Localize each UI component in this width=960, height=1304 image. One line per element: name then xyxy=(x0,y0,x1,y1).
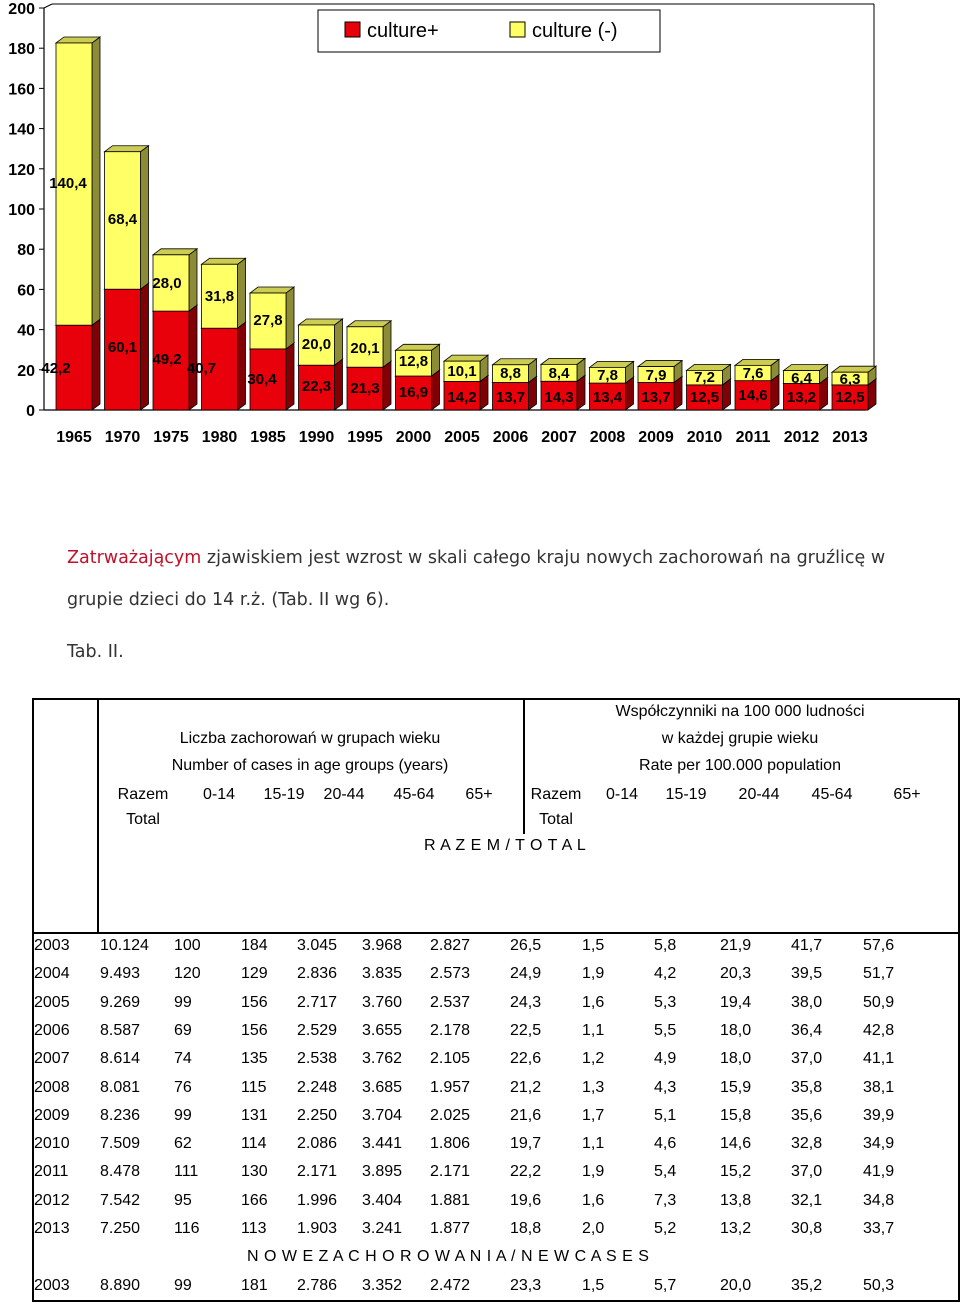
table-row-cell: 33,7 xyxy=(863,1220,895,1237)
col-razem-rate: Razem xyxy=(530,786,582,803)
data-label-culture-positive: 12,5 xyxy=(835,389,865,406)
table-row-cell: 135 xyxy=(241,1050,268,1068)
table-row-cell: 3.835 xyxy=(362,965,403,983)
table-row-cell: 3.895 xyxy=(362,1163,403,1181)
legend-label: culture (-) xyxy=(532,20,618,42)
bar-top xyxy=(396,344,440,350)
table-row-cell: 4,3 xyxy=(654,1078,677,1096)
table-row-cell: 2.538 xyxy=(297,1050,338,1068)
table-row-cell: 100 xyxy=(174,937,201,954)
table-row-cell: 19,7 xyxy=(510,1135,542,1153)
col-age-rate-1: 15-19 xyxy=(665,786,707,803)
section-title-total: R A Z E M / T O T A L xyxy=(424,837,587,854)
bar-top xyxy=(202,258,246,264)
table-row-cell: 38,1 xyxy=(863,1078,895,1096)
x-tick-label: 1985 xyxy=(250,429,286,446)
x-tick-label: 2013 xyxy=(832,429,868,446)
table-row-cell: 42,8 xyxy=(863,1021,895,1039)
bar-side xyxy=(335,359,343,410)
data-label-culture-positive: 14,2 xyxy=(447,389,477,406)
data-label-culture-positive: 42,2 xyxy=(41,360,71,377)
table-row-cell: 21,9 xyxy=(720,937,752,954)
table-row-cell: 51,7 xyxy=(863,965,895,983)
table-row-cell: 22,5 xyxy=(510,1021,542,1039)
table-row-cell: 34,9 xyxy=(863,1135,895,1153)
table-row-cell: 5,8 xyxy=(654,937,677,954)
table-row-cell: 39,9 xyxy=(863,1106,895,1124)
table-row-cell: 19,4 xyxy=(720,993,752,1011)
table-row-cell: 2.573 xyxy=(430,965,471,983)
data-label-culture-positive: 13,2 xyxy=(786,389,817,406)
data-label-culture-positive: 13,7 xyxy=(641,389,671,406)
data-label-culture-negative: 28,0 xyxy=(152,275,182,292)
col-age-rate-4: 65+ xyxy=(893,786,921,803)
table-row-cell: 1,1 xyxy=(582,1135,605,1153)
table-row-cell: 2008 xyxy=(34,1078,70,1096)
table-row-cell: 156 xyxy=(241,993,268,1011)
header-right-line-2: w każdej grupie wieku xyxy=(661,730,819,747)
table-row-cell: 26,5 xyxy=(510,937,542,954)
col-age-count-1: 15-19 xyxy=(263,786,305,803)
table-row-cell: 2.537 xyxy=(430,993,471,1011)
col-age-count-0: 0-14 xyxy=(202,786,236,803)
table-row-cell: 1.996 xyxy=(297,1191,338,1209)
header-right-line-1: Współczynniki na 100 000 ludności xyxy=(615,703,865,720)
x-tick-label: 1970 xyxy=(104,429,141,446)
table-row-cell: 18,0 xyxy=(720,1050,752,1068)
table-row-cell: 9.269 xyxy=(100,993,141,1011)
y-tick-label: 100 xyxy=(8,202,35,219)
table-row-cell: 30,8 xyxy=(791,1220,823,1237)
table-row-new-cell: 23,3 xyxy=(510,1276,542,1294)
table-caption: Tab. II. xyxy=(67,642,124,662)
table-row-cell: 2.717 xyxy=(297,993,338,1011)
bar-top xyxy=(105,146,149,152)
x-tick-label: 1980 xyxy=(201,429,238,446)
legend-label: culture+ xyxy=(367,20,439,42)
table-row-cell: 3.404 xyxy=(362,1191,403,1209)
data-label-culture-negative: 31,8 xyxy=(204,288,235,305)
table-row-cell: 3.762 xyxy=(362,1050,403,1068)
table-row-cell: 32,1 xyxy=(791,1191,823,1209)
stacked-bar-chart xyxy=(0,0,960,460)
table-row-cell: 2.086 xyxy=(297,1135,338,1153)
data-label-culture-positive: 30,4 xyxy=(247,371,277,388)
table-row-cell: 3.968 xyxy=(362,937,403,954)
table-row-cell: 22,6 xyxy=(510,1050,542,1068)
col-total: Total xyxy=(126,811,160,828)
table-row-cell: 8.478 xyxy=(100,1163,141,1181)
table-row-cell: 2,0 xyxy=(582,1220,605,1237)
table-row-cell: 1,5 xyxy=(582,937,605,954)
table-divider xyxy=(34,932,958,934)
table-row-cell: 2.250 xyxy=(297,1106,338,1124)
bar-side xyxy=(335,319,343,365)
table-row-new-cell: 8.890 xyxy=(100,1276,141,1294)
data-label-culture-negative: 20,1 xyxy=(350,340,380,357)
table-row-cell: 3.760 xyxy=(362,993,403,1011)
table-row-cell: 1.806 xyxy=(430,1135,471,1153)
table-row-cell: 3.441 xyxy=(362,1135,403,1153)
data-label-culture-positive: 22,3 xyxy=(301,378,332,395)
data-label-culture-positive: 12,5 xyxy=(689,389,720,406)
table-row-cell: 3.704 xyxy=(362,1106,403,1124)
bar-top xyxy=(541,358,585,364)
table-row-cell: 5,5 xyxy=(654,1021,677,1039)
y-tick-label: 20 xyxy=(17,362,35,380)
table-row-cell: 2010 xyxy=(34,1135,70,1153)
table-row-cell: 37,0 xyxy=(791,1163,823,1181)
table-row-cell: 15,2 xyxy=(720,1163,752,1181)
table-row-cell: 7.250 xyxy=(100,1220,141,1237)
table-row-cell: 2.105 xyxy=(430,1050,471,1068)
table-row-cell: 114 xyxy=(241,1135,267,1153)
bar-top xyxy=(347,321,391,327)
table-row-cell: 1,7 xyxy=(582,1106,605,1124)
table-row-cell: 113 xyxy=(241,1220,267,1237)
y-tick-label: 200 xyxy=(8,1,35,18)
table-row-cell: 184 xyxy=(241,937,268,954)
y-tick-label: 140 xyxy=(8,121,35,139)
bar-top xyxy=(56,37,100,43)
table-row-cell: 20,3 xyxy=(720,965,752,983)
header-right-line-3: Rate per 100.000 population xyxy=(639,757,841,774)
y-tick-label: 60 xyxy=(17,282,35,300)
x-tick-label: 2000 xyxy=(395,429,432,446)
x-tick-label: 2010 xyxy=(686,429,723,446)
col-razem: Razem xyxy=(117,786,169,803)
legend-swatch xyxy=(345,22,360,37)
table-row-cell: 3.241 xyxy=(362,1220,403,1237)
table-row-cell: 8.614 xyxy=(100,1050,141,1068)
paragraph-highlight: Zatrważającym xyxy=(67,548,202,568)
table-row-cell: 3.045 xyxy=(297,937,338,954)
table-row-cell: 130 xyxy=(241,1163,268,1181)
table-row-cell: 116 xyxy=(174,1220,200,1237)
table-row-cell: 2.529 xyxy=(297,1021,338,1039)
table-row-new-cell: 50,3 xyxy=(863,1276,895,1294)
table-row-cell: 2.827 xyxy=(430,937,471,954)
table-row-cell: 2013 xyxy=(34,1220,70,1237)
paragraph-text: zjawiskiem jest wzrost w skali całego kraju nowych zachorowań na gruźlicę w grupie dzieci do 14 r.ż. (Tab. II wg 6). xyxy=(67,548,886,610)
data-label-culture-positive: 13,4 xyxy=(592,389,623,406)
table-row-cell: 38,0 xyxy=(791,993,823,1011)
data-label-culture-negative: 68,4 xyxy=(107,211,138,228)
bar-side xyxy=(238,322,246,410)
table-row-cell: 5,1 xyxy=(654,1106,677,1124)
bar-top xyxy=(250,287,294,293)
table-row-cell: 120 xyxy=(174,965,201,983)
data-label-culture-negative: 27,8 xyxy=(253,312,283,329)
data-label-culture-positive: 13,7 xyxy=(495,389,526,406)
x-tick-label: 2012 xyxy=(783,429,820,446)
table-row-cell: 50,9 xyxy=(863,993,895,1011)
table-row-new-cell: 2.786 xyxy=(297,1276,338,1294)
table-row-cell: 18,0 xyxy=(720,1021,752,1039)
data-label-culture-positive: 49,2 xyxy=(152,351,182,368)
section-title-new: N O W E Z A C H O R O W A N I A / N E W C A S E S xyxy=(247,1248,650,1266)
table-row-cell: 1,2 xyxy=(582,1050,605,1068)
bar-side xyxy=(189,305,197,410)
table-row-cell: 10.124 xyxy=(100,937,149,954)
bar-side xyxy=(92,37,100,325)
y-tick-label: 160 xyxy=(8,81,35,99)
table-row-new-cell: 20,0 xyxy=(720,1276,752,1294)
data-label-culture-negative: 10,1 xyxy=(447,363,477,380)
table-row-cell: 1.877 xyxy=(430,1220,471,1237)
table-row-new-cell: 3.352 xyxy=(362,1276,403,1294)
table-row-cell: 57,6 xyxy=(863,937,895,954)
table-row-cell: 37,0 xyxy=(791,1050,823,1068)
table-row-cell: 21,2 xyxy=(510,1078,542,1096)
data-label-culture-negative: 20,0 xyxy=(301,336,332,353)
table-row-cell: 76 xyxy=(174,1078,192,1096)
table-row-cell: 2006 xyxy=(34,1021,70,1039)
col-age-rate-2: 20-44 xyxy=(738,786,780,803)
table-row-cell: 2012 xyxy=(34,1191,70,1209)
table-row-cell: 1,9 xyxy=(582,965,605,983)
table-row-cell: 35,8 xyxy=(791,1078,823,1096)
data-label-culture-negative: 8,4 xyxy=(548,365,570,382)
y-tick-label: 180 xyxy=(8,41,35,59)
bar-side xyxy=(286,287,294,349)
col-age-rate-3: 45-64 xyxy=(811,786,853,803)
table-row-cell: 69 xyxy=(174,1021,192,1039)
col-age-count-4: 65+ xyxy=(465,786,493,803)
table-row-cell: 2003 xyxy=(34,937,70,954)
bar-top xyxy=(444,355,488,361)
x-tick-label: 2007 xyxy=(541,429,577,446)
data-label-culture-negative: 140,4 xyxy=(49,175,87,192)
table-row-cell: 41,9 xyxy=(863,1163,895,1181)
table-row-cell: 2005 xyxy=(34,993,70,1011)
table-divider xyxy=(523,700,525,834)
table-row-cell: 15,8 xyxy=(720,1106,752,1124)
table-row-cell: 24,9 xyxy=(510,965,542,983)
table-row-cell: 3.685 xyxy=(362,1078,403,1096)
table-row-cell: 74 xyxy=(174,1050,192,1068)
table-row-cell: 14,6 xyxy=(720,1135,752,1153)
data-label-culture-negative: 7,6 xyxy=(742,365,764,382)
bar-side xyxy=(383,321,391,367)
x-tick-label: 2005 xyxy=(444,429,480,446)
table-row-cell: 9.493 xyxy=(100,965,141,983)
bar-side xyxy=(189,249,197,311)
table-row-cell: 62 xyxy=(174,1135,192,1153)
bar-side xyxy=(92,319,100,410)
table-row-cell: 2007 xyxy=(34,1050,70,1068)
table-row-cell: 7.542 xyxy=(100,1191,141,1209)
table-divider xyxy=(97,700,99,934)
y-tick-label: 0 xyxy=(26,403,35,420)
table-row-cell: 111 xyxy=(174,1163,199,1181)
table-row-cell: 39,5 xyxy=(791,965,823,983)
table-row-new-cell: 2003 xyxy=(34,1276,70,1294)
table-row-cell: 35,6 xyxy=(791,1106,823,1124)
table-row-cell: 13,2 xyxy=(720,1220,752,1237)
table-row-cell: 95 xyxy=(174,1191,192,1209)
table-row-cell: 99 xyxy=(174,993,192,1011)
table-row-cell: 1,6 xyxy=(582,993,605,1011)
table-row-cell: 21,6 xyxy=(510,1106,542,1124)
table-row-cell: 1.957 xyxy=(430,1078,471,1096)
table-row-cell: 34,8 xyxy=(863,1191,895,1209)
x-tick-label: 2006 xyxy=(492,429,529,446)
x-tick-label: 2008 xyxy=(589,429,626,446)
x-tick-label: 1975 xyxy=(153,429,189,446)
x-tick-label: 1990 xyxy=(298,429,335,446)
table-row-cell: 3.655 xyxy=(362,1021,403,1039)
table-row-cell: 166 xyxy=(241,1191,268,1209)
y-axis-depth xyxy=(44,4,52,8)
table-row-cell: 5,2 xyxy=(654,1220,677,1237)
table-row-cell: 2.171 xyxy=(297,1163,338,1181)
data-table xyxy=(32,698,960,1302)
data-label-culture-positive: 60,1 xyxy=(107,339,138,356)
data-label-culture-negative: 8,8 xyxy=(500,365,521,382)
col-age-count-2: 20-44 xyxy=(323,786,365,803)
y-tick-label: 40 xyxy=(17,322,35,340)
table-row-cell: 2.248 xyxy=(297,1078,338,1096)
col-total-rate: Total xyxy=(539,811,573,828)
table-row-cell: 8.587 xyxy=(100,1021,141,1039)
table-row-cell: 4,9 xyxy=(654,1050,677,1068)
bar-top xyxy=(638,361,682,367)
data-label-culture-positive: 40,7 xyxy=(186,360,217,377)
table-row-cell: 32,8 xyxy=(791,1135,823,1153)
table-row-cell: 1.881 xyxy=(430,1191,471,1209)
table-row-cell: 4,2 xyxy=(654,965,677,983)
table-row-new-cell: 2.472 xyxy=(430,1276,471,1294)
table-row-cell: 115 xyxy=(241,1078,267,1096)
table-row-cell: 131 xyxy=(241,1106,268,1124)
bar-top xyxy=(299,319,343,325)
x-tick-label: 2009 xyxy=(638,429,674,446)
bar-side xyxy=(238,258,246,328)
table-row-cell: 2.836 xyxy=(297,965,338,983)
table-row-cell: 1,6 xyxy=(582,1191,605,1209)
y-tick-label: 120 xyxy=(8,161,35,179)
data-label-culture-positive: 14,3 xyxy=(544,389,574,406)
table-row-cell: 13,8 xyxy=(720,1191,752,1209)
bar-top xyxy=(153,249,197,255)
table-row-cell: 4,6 xyxy=(654,1135,677,1153)
x-tick-label: 2011 xyxy=(735,429,771,446)
data-label-culture-negative: 12,8 xyxy=(398,353,429,370)
table-row-cell: 99 xyxy=(174,1106,192,1124)
table-row-new-cell: 181 xyxy=(241,1276,268,1294)
table-row-new-cell: 99 xyxy=(174,1276,192,1294)
header-left-line-2: Number of cases in age groups (years) xyxy=(171,757,449,774)
table-row-cell: 1,1 xyxy=(582,1021,605,1039)
table-row-new-cell: 35,2 xyxy=(791,1276,823,1294)
table-row-cell: 41,1 xyxy=(863,1050,895,1068)
table-row-cell: 18,8 xyxy=(510,1220,542,1237)
paragraph xyxy=(67,537,927,621)
table-row-cell: 1.903 xyxy=(297,1220,338,1237)
table-row-cell: 8.236 xyxy=(100,1106,141,1124)
data-label-culture-negative: 7,9 xyxy=(645,367,667,384)
table-row-cell: 2.171 xyxy=(430,1163,471,1181)
table-row-cell: 5,3 xyxy=(654,993,677,1011)
table-row-cell: 2.178 xyxy=(430,1021,471,1039)
table-row-cell: 129 xyxy=(241,965,268,983)
table-row-cell: 7,3 xyxy=(654,1191,677,1209)
table-row-cell: 22,2 xyxy=(510,1163,542,1181)
table-row-cell: 1,3 xyxy=(582,1078,605,1096)
table-row-cell: 8.081 xyxy=(100,1078,141,1096)
x-tick-label: 1995 xyxy=(347,429,383,446)
table-row-cell: 41,7 xyxy=(791,937,823,954)
legend-swatch xyxy=(510,22,525,37)
table-row-new-cell: 5,7 xyxy=(654,1276,677,1294)
table-row-cell: 2009 xyxy=(34,1106,70,1124)
col-age-count-3: 45-64 xyxy=(393,786,435,803)
x-tick-label: 1965 xyxy=(56,429,92,446)
data-label-culture-negative: 6,3 xyxy=(839,371,861,388)
data-label-culture-negative: 7,8 xyxy=(597,367,618,384)
table-row-cell: 24,3 xyxy=(510,993,542,1011)
data-label-culture-positive: 16,9 xyxy=(398,384,429,401)
table-row-cell: 2.025 xyxy=(430,1106,471,1124)
table-row-cell: 7.509 xyxy=(100,1135,141,1153)
bar-side xyxy=(432,370,440,410)
table-row-cell: 1,9 xyxy=(582,1163,605,1181)
col-age-rate-0: 0-14 xyxy=(605,786,639,803)
data-label-culture-positive: 14,6 xyxy=(738,387,768,404)
bar-side xyxy=(141,146,149,289)
table-row-cell: 5,4 xyxy=(654,1163,677,1181)
table-row-cell: 15,9 xyxy=(720,1078,752,1096)
table-row-cell: 156 xyxy=(241,1021,268,1039)
table-row-cell: 2011 xyxy=(34,1163,69,1181)
table-row-new-cell: 1,5 xyxy=(582,1276,605,1294)
header-left-line-1: Liczba zachorowań w grupach wieku xyxy=(179,730,441,747)
table-row-cell: 36,4 xyxy=(791,1021,823,1039)
data-label-culture-negative: 7,2 xyxy=(694,369,715,386)
bar-side xyxy=(286,343,294,410)
bar-side xyxy=(383,361,391,410)
bar-top xyxy=(493,359,537,365)
bar-side xyxy=(141,283,149,410)
data-label-culture-negative: 6,4 xyxy=(791,370,812,387)
data-label-culture-positive: 21,3 xyxy=(350,380,380,397)
table-row-cell: 19,6 xyxy=(510,1191,542,1209)
table-row-cell: 2004 xyxy=(34,965,70,983)
y-tick-label: 80 xyxy=(17,242,35,260)
